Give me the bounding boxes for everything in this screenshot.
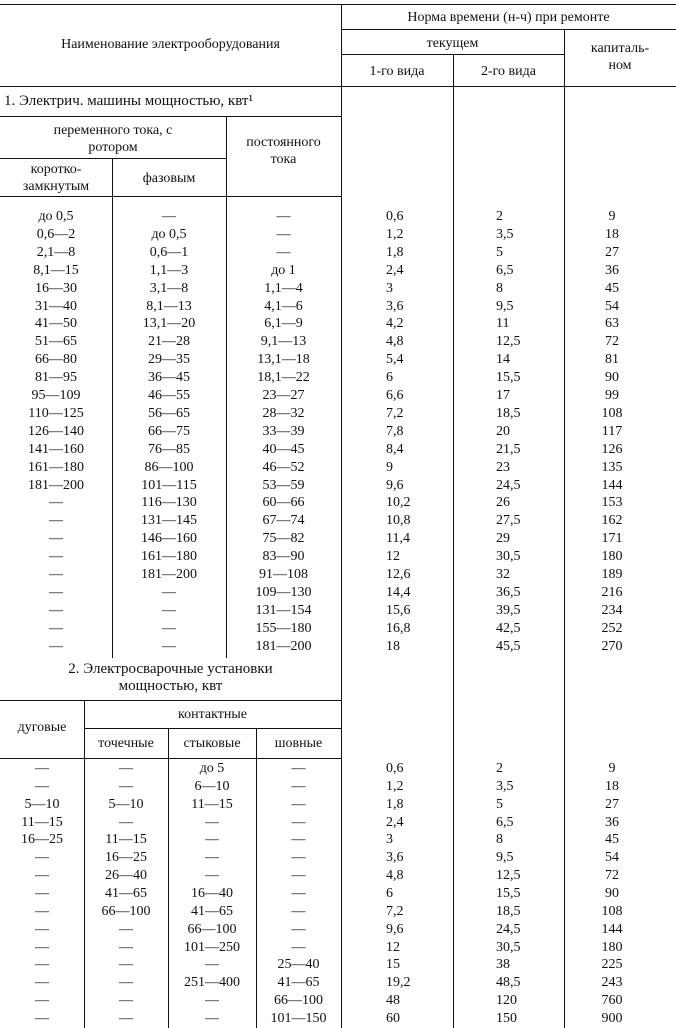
section1-row-8-col-2: 21—28 [148, 334, 190, 350]
section2-row-3-col-3: 11—15 [191, 796, 233, 812]
section1-row-5-col-1: 16—30 [35, 280, 77, 296]
section2-row-1-col-2: — [119, 761, 133, 776]
section1-row-13-col-6: 117 [601, 423, 623, 439]
section1-row-10-col-6: 90 [605, 370, 619, 386]
s1-ac-rotor: переменного тока, с ротором [53, 123, 173, 155]
section2-row-2-col-2: — [119, 778, 133, 794]
section1-row-2-col-4: 1,2 [386, 226, 404, 242]
section2-row-13-col-3: 251—400 [184, 975, 240, 991]
section1-row-6-col-5: 9,5 [496, 298, 514, 314]
section1-row-6-col-2: 8,1—13 [146, 298, 192, 314]
section1-row-18-col-5: 27,5 [496, 513, 521, 529]
section2-row-7-col-3: — [205, 868, 219, 884]
section2-row-7-col-5: 4,8 [386, 868, 404, 884]
section1-row-14-col-4: 8,4 [386, 441, 404, 457]
rule-s2-header-bottom [0, 758, 341, 759]
section2-row-14-col-3: — [205, 993, 219, 1009]
section1-row-25-col-5: 45,5 [496, 638, 521, 654]
rule-s1-rotor-under [0, 158, 226, 159]
section2-row-2-col-3: 6—10 [194, 778, 230, 794]
rule-s2-top [0, 700, 341, 701]
section1-row-24-col-3: 155—180 [255, 620, 312, 636]
section1-row-20-col-5: 30,5 [496, 549, 521, 565]
section1-row-8-col-4: 4,8 [386, 334, 404, 350]
section1-row-20-col-6: 180 [601, 549, 623, 565]
section2-row-4-col-6: 6,5 [496, 814, 514, 830]
section1-row-22-col-5: 36,5 [496, 584, 521, 600]
section1-row-18-col-3: 67—74 [262, 513, 305, 529]
section1-row-11-col-4: 6,6 [386, 388, 404, 403]
s2-butt: стыковые [183, 736, 241, 751]
section1-row-14-col-3: 40—45 [262, 441, 305, 457]
section1-row-11-col-3: 23—27 [262, 388, 305, 403]
section1-row-20-col-2: 161—180 [141, 549, 197, 565]
section2-row-4-col-2: — [119, 814, 133, 830]
section1-row-14-col-2: 76—85 [148, 441, 190, 457]
section1-row-3-col-3: — [276, 244, 291, 260]
section2-row-5-col-4: — [291, 832, 306, 848]
section2-row-6-col-2: 16—25 [105, 850, 147, 866]
section1-row-22-col-6: 216 [601, 584, 623, 600]
section1-row-24-col-6: 252 [601, 620, 623, 636]
s2-arc: дуговые [17, 720, 67, 735]
section2-row-6-col-4: — [291, 850, 306, 866]
section1-row-13-col-4: 7,8 [386, 423, 404, 439]
section1-row-24-col-1: — [49, 620, 63, 636]
section2-row-14-col-6: 120 [496, 993, 517, 1009]
section1-row-2-col-1: 0,6—2 [36, 226, 76, 242]
section1-row-10-col-5: 15,5 [496, 370, 521, 386]
section2-row-7-col-4: — [291, 868, 306, 884]
section1-row-23-col-2: — [162, 602, 176, 618]
section1-row-8-col-5: 12,5 [496, 334, 521, 350]
section1-row-3-col-4: 1,8 [386, 244, 404, 260]
section1-row-9-col-6: 81 [605, 352, 619, 368]
section1-row-19-col-1: — [49, 531, 63, 547]
section1-row-15-col-4: 9 [386, 459, 393, 475]
section1-row-21-col-1: — [49, 567, 63, 582]
section2-row-3-col-6: 5 [496, 796, 503, 812]
section1-row-4-col-6: 36 [605, 262, 619, 278]
section2-row-11-col-5: 12 [386, 939, 400, 955]
rule-body-divider [341, 86, 342, 1028]
section1-row-9-col-5: 14 [496, 352, 510, 368]
section2-row-3-col-2: 5—10 [108, 796, 144, 812]
s2-contact: контактные [178, 707, 247, 722]
section1-row-1-col-4: 0,6 [386, 209, 404, 224]
section1-row-16-col-5: 24,5 [496, 477, 521, 493]
section1-row-11-col-5: 17 [496, 388, 510, 403]
section1-row-16-col-1: 181—200 [28, 477, 84, 493]
section2-row-5-col-1: 16—25 [21, 832, 63, 848]
section1-row-6-col-6: 54 [605, 298, 619, 314]
section2-row-13-col-2: — [119, 975, 133, 991]
header-current: текущем [426, 36, 479, 51]
section1-row-13-col-2: 66—75 [148, 423, 190, 439]
section1-row-7-col-1: 41—50 [35, 316, 77, 332]
section1-row-7-col-5: 11 [496, 316, 510, 332]
section1-row-20-col-1: — [49, 549, 63, 565]
section2-row-11-col-4: — [291, 939, 306, 955]
section1-row-24-col-2: — [162, 620, 176, 636]
section1-row-22-col-3: 109—130 [255, 584, 312, 600]
section2-row-12-col-1: — [35, 957, 49, 973]
section2-row-1-col-5: 0,6 [386, 761, 404, 776]
section1-row-8-col-3: 9,1—13 [260, 334, 307, 350]
section1-row-21-col-3: 91—108 [259, 567, 308, 582]
section2-row-6-col-3: — [205, 850, 219, 866]
section1-row-15-col-2: 86—100 [144, 459, 194, 475]
section2-row-14-col-4: 66—100 [274, 993, 323, 1009]
section2-row-6-col-6: 9,5 [496, 850, 514, 866]
section1-row-1-col-3: — [276, 209, 291, 224]
section1-row-2-col-5: 3,5 [496, 226, 514, 242]
section2-row-10-col-7: 144 [601, 921, 623, 937]
section1-row-1-col-1: до 0,5 [38, 209, 74, 224]
section1-row-17-col-4: 10,2 [386, 495, 411, 511]
rule-norm-title [341, 29, 676, 30]
section2-row-6-col-1: — [35, 850, 49, 866]
section1-row-5-col-3: 1,1—4 [264, 280, 303, 296]
section2-title: 2. Электросварочные установки мощностью, квт [68, 661, 273, 694]
section1-row-25-col-1: — [49, 638, 63, 654]
section1-row-2-col-2: до 0,5 [151, 226, 187, 242]
section1-row-1-col-6: 9 [608, 209, 616, 224]
header-kind2: 2-го вида [481, 64, 536, 79]
section1-row-4-col-5: 6,5 [496, 262, 514, 278]
section2-row-14-col-7: 760 [601, 993, 623, 1009]
section2-row-13-col-7: 243 [601, 975, 623, 991]
section1-row-4-col-3: до 1 [271, 262, 296, 278]
section1-row-10-col-1: 81—95 [35, 370, 77, 386]
section2-row-2-col-1: — [35, 778, 49, 794]
section1-row-17-col-3: 60—66 [262, 495, 305, 511]
section1-row-9-col-2: 29—35 [148, 352, 190, 368]
section1-row-3-col-6: 27 [605, 244, 619, 260]
rule-s2-contact-under [84, 728, 341, 729]
section1-row-12-col-6: 108 [601, 405, 623, 421]
section1-row-21-col-6: 189 [601, 567, 623, 582]
section2-row-15-col-4: 101—150 [270, 1010, 327, 1026]
section2-row-8-col-1: — [35, 885, 49, 901]
section2-row-3-col-5: 1,8 [386, 796, 404, 812]
section2-row-8-col-5: 6 [386, 885, 393, 901]
section2-row-8-col-2: 41—65 [105, 885, 147, 901]
section2-row-10-col-1: — [35, 921, 49, 937]
section1-row-18-col-6: 162 [601, 513, 623, 529]
section2-row-11-col-2: — [119, 939, 133, 955]
section1-row-7-col-2: 13,1—20 [142, 316, 196, 332]
section1-row-20-col-3: 83—90 [262, 549, 305, 565]
section2-row-10-col-2: — [119, 921, 133, 937]
section1-row-11-col-6: 99 [605, 388, 619, 403]
section1-row-5-col-2: 3,1—8 [149, 280, 189, 296]
section2-row-4-col-3: — [205, 814, 219, 830]
section2-row-9-col-1: — [35, 903, 49, 919]
section1-row-19-col-2: 146—160 [141, 531, 197, 547]
header-capital: капиталь- ном [590, 41, 650, 73]
section1-row-17-col-5: 26 [496, 495, 510, 511]
header-norm-title: Норма времени (н-ч) при ремонте [407, 10, 610, 25]
section2-row-14-col-2: — [119, 993, 133, 1009]
section1-row-4-col-2: 1,1—3 [149, 262, 189, 278]
section2-row-7-col-1: — [35, 868, 49, 884]
section1-row-21-col-4: 12,6 [386, 567, 411, 582]
section1-row-19-col-5: 29 [496, 531, 510, 547]
rule-top [0, 4, 676, 5]
header-name-col: Наименование электрооборудования [61, 37, 280, 52]
section2-row-1-col-1: — [35, 761, 49, 776]
section1-row-16-col-3: 53—59 [262, 477, 305, 493]
section2-row-15-col-2: — [119, 1010, 133, 1026]
section1-row-18-col-2: 131—145 [141, 513, 197, 529]
section1-row-22-col-2: — [162, 584, 176, 600]
section2-row-11-col-3: 101—250 [184, 939, 240, 955]
section2-row-12-col-4: 25—40 [277, 957, 320, 973]
section2-row-15-col-7: 900 [601, 1010, 623, 1026]
section2-row-10-col-6: 24,5 [496, 921, 521, 937]
section1-row-24-col-4: 16,8 [386, 620, 411, 636]
section2-row-12-col-6: 38 [496, 957, 510, 973]
section1-row-1-col-2: — [162, 209, 176, 224]
section1-row-22-col-4: 14,4 [386, 584, 411, 600]
section1-row-3-col-2: 0,6—1 [149, 244, 189, 260]
section1-row-16-col-6: 144 [601, 477, 623, 493]
section1-row-24-col-5: 42,5 [496, 620, 521, 636]
section1-row-1-col-5: 2 [496, 209, 503, 224]
section2-row-4-col-7: 36 [605, 814, 619, 830]
section2-row-5-col-5: 3 [386, 832, 393, 848]
section1-row-13-col-5: 20 [496, 423, 510, 439]
rule-header-bottom [0, 86, 676, 87]
section2-row-3-col-1: 5—10 [24, 796, 60, 812]
section2-row-13-col-1: — [35, 975, 49, 991]
header-kind1: 1-го вида [369, 64, 425, 79]
section1-row-6-col-3: 4,1—6 [264, 298, 303, 314]
section2-row-1-col-3: до 5 [199, 761, 225, 776]
rule-body-kind-divider [453, 86, 454, 1028]
section2-row-12-col-3: — [205, 957, 219, 973]
section1-row-15-col-6: 135 [601, 459, 623, 475]
section1-row-25-col-3: 181—200 [255, 638, 312, 654]
section2-row-1-col-7: 9 [608, 761, 616, 776]
section1-row-12-col-4: 7,2 [386, 405, 404, 421]
section1-row-23-col-5: 39,5 [496, 602, 521, 618]
section2-row-12-col-2: — [119, 957, 133, 973]
section1-row-10-col-3: 18,1—22 [257, 370, 310, 386]
section2-row-9-col-4: — [291, 903, 306, 919]
section2-row-12-col-7: 225 [601, 957, 623, 973]
section2-row-9-col-3: 41—65 [191, 903, 233, 919]
section1-row-5-col-6: 45 [605, 280, 619, 296]
section2-row-2-col-6: 3,5 [496, 778, 514, 794]
section2-row-7-col-2: 26—40 [105, 868, 147, 884]
section1-row-16-col-4: 9,6 [386, 477, 404, 493]
section2-row-15-col-3: — [205, 1010, 219, 1026]
section2-row-9-col-6: 18,5 [496, 903, 521, 919]
section2-row-9-col-7: 108 [601, 903, 623, 919]
section2-row-9-col-2: 66—100 [101, 903, 151, 919]
section1-row-17-col-2: 116—130 [141, 495, 197, 511]
section1-row-23-col-3: 131—154 [255, 602, 312, 618]
section1-row-15-col-1: 161—180 [28, 459, 84, 475]
section2-row-4-col-1: 11—15 [21, 814, 63, 830]
section1-row-18-col-1: — [49, 513, 63, 529]
section1-row-23-col-1: — [49, 602, 63, 618]
section1-row-7-col-6: 63 [605, 316, 619, 332]
section2-row-5-col-7: 45 [605, 832, 619, 848]
section1-row-20-col-4: 12 [386, 549, 400, 565]
section2-row-14-col-5: 48 [386, 993, 400, 1009]
section2-row-8-col-6: 15,5 [496, 885, 521, 901]
section2-row-15-col-6: 150 [496, 1010, 517, 1026]
section1-row-16-col-2: 101—115 [141, 477, 197, 493]
section1-row-15-col-3: 46—52 [262, 459, 305, 475]
section1-row-21-col-5: 32 [496, 567, 510, 582]
section1-row-2-col-3: — [276, 226, 291, 242]
section2-row-6-col-5: 3,6 [386, 850, 404, 866]
section1-row-12-col-3: 28—32 [262, 405, 305, 421]
section1-row-23-col-6: 234 [601, 602, 623, 618]
section2-row-11-col-6: 30,5 [496, 939, 521, 955]
section1-row-14-col-6: 126 [601, 441, 623, 457]
section1-row-3-col-5: 5 [496, 244, 503, 260]
section2-row-5-col-3: — [205, 832, 219, 848]
section2-row-2-col-7: 18 [605, 778, 619, 794]
section2-row-9-col-5: 7,2 [386, 903, 404, 919]
section1-row-4-col-1: 8,1—15 [33, 262, 79, 278]
section2-row-4-col-5: 2,4 [386, 814, 404, 830]
rule-s1-top [0, 116, 341, 117]
section1-row-7-col-3: 6,1—9 [264, 316, 303, 332]
section1-row-12-col-1: 110—125 [28, 405, 84, 421]
section1-row-5-col-4: 3 [386, 280, 393, 296]
section1-row-17-col-1: — [49, 495, 63, 511]
s1-short: коротко- замкнутым [22, 162, 90, 194]
section2-row-13-col-6: 48,5 [496, 975, 521, 991]
section1-row-3-col-1: 2,1—8 [36, 244, 76, 260]
section1-row-2-col-6: 18 [605, 226, 619, 242]
section1-row-12-col-5: 18,5 [496, 405, 521, 421]
section1-row-8-col-1: 51—65 [35, 334, 77, 350]
s1-dc: постоянного тока [246, 135, 321, 167]
section2-row-7-col-7: 72 [605, 868, 619, 884]
section2-row-8-col-7: 90 [605, 885, 619, 901]
section2-row-13-col-4: 41—65 [277, 975, 320, 991]
section1-row-19-col-3: 75—82 [262, 531, 305, 547]
section2-row-4-col-4: — [291, 814, 306, 830]
section1-row-21-col-2: 181—200 [141, 567, 197, 582]
section1-row-9-col-3: 13,1—18 [257, 352, 310, 368]
section1-row-6-col-1: 31—40 [35, 298, 77, 314]
section2-row-3-col-4: — [291, 796, 306, 812]
section1-row-5-col-5: 8 [496, 280, 503, 296]
section1-row-9-col-1: 66—80 [35, 352, 77, 368]
section1-row-19-col-6: 171 [601, 531, 623, 547]
section1-row-25-col-2: — [162, 638, 176, 654]
section2-row-6-col-7: 54 [605, 850, 619, 866]
section1-row-17-col-6: 153 [601, 495, 623, 511]
section1-row-22-col-1: — [49, 584, 63, 600]
section2-row-11-col-1: — [35, 939, 49, 955]
section2-row-11-col-7: 180 [601, 939, 623, 955]
section2-row-3-col-7: 27 [605, 796, 619, 812]
section1-row-11-col-2: 46—55 [148, 388, 190, 403]
section1-row-14-col-5: 21,5 [496, 441, 521, 457]
section1-row-25-col-6: 270 [601, 638, 623, 654]
section2-row-10-col-3: 66—100 [187, 921, 237, 937]
section1-row-8-col-6: 72 [605, 334, 619, 350]
rule-s1-header-bottom [0, 196, 341, 197]
section2-row-2-col-4: — [291, 778, 306, 794]
section2-row-10-col-4: — [291, 921, 306, 937]
section2-row-5-col-6: 8 [496, 832, 503, 848]
s2-seam: шовные [274, 736, 323, 751]
section1-row-12-col-2: 56—65 [148, 405, 190, 421]
section1-row-10-col-2: 36—45 [148, 370, 190, 386]
section2-row-10-col-5: 9,6 [386, 921, 404, 937]
section2-row-1-col-6: 2 [496, 761, 503, 776]
section2-row-5-col-2: 11—15 [105, 832, 147, 848]
section1-row-9-col-4: 5,4 [386, 352, 404, 368]
section2-row-8-col-4: — [291, 885, 306, 901]
section1-row-25-col-4: 18 [386, 638, 400, 654]
section1-row-13-col-3: 33—39 [262, 423, 305, 439]
s1-phase: фазовым [142, 171, 196, 186]
section2-row-15-col-5: 60 [386, 1010, 400, 1026]
section1-row-7-col-4: 4,2 [386, 316, 404, 332]
section1-row-10-col-4: 6 [386, 370, 393, 386]
section2-row-15-col-1: — [35, 1010, 49, 1026]
section2-row-8-col-3: 16—40 [191, 885, 233, 901]
section1-row-23-col-4: 15,6 [386, 602, 411, 618]
section2-row-2-col-5: 1,2 [386, 778, 404, 794]
section1-row-19-col-4: 11,4 [386, 531, 410, 547]
section1-row-18-col-4: 10,8 [386, 513, 411, 529]
section2-row-14-col-1: — [35, 993, 49, 1009]
section2-row-12-col-5: 15 [386, 957, 400, 973]
section1-title: 1. Электрич. машины мощностью, квт¹ [4, 93, 253, 109]
section2-row-13-col-5: 19,2 [386, 975, 411, 991]
section2-row-1-col-4: — [291, 761, 306, 776]
section1-row-4-col-4: 2,4 [386, 262, 404, 278]
section1-row-6-col-4: 3,6 [386, 298, 404, 314]
section1-row-11-col-1: 95—109 [31, 388, 81, 403]
section1-row-14-col-1: 141—160 [28, 441, 84, 457]
section1-row-15-col-5: 23 [496, 459, 510, 475]
section1-row-13-col-1: 126—140 [28, 423, 84, 439]
s2-spot: точечные [98, 736, 154, 751]
section2-row-7-col-6: 12,5 [496, 868, 521, 884]
